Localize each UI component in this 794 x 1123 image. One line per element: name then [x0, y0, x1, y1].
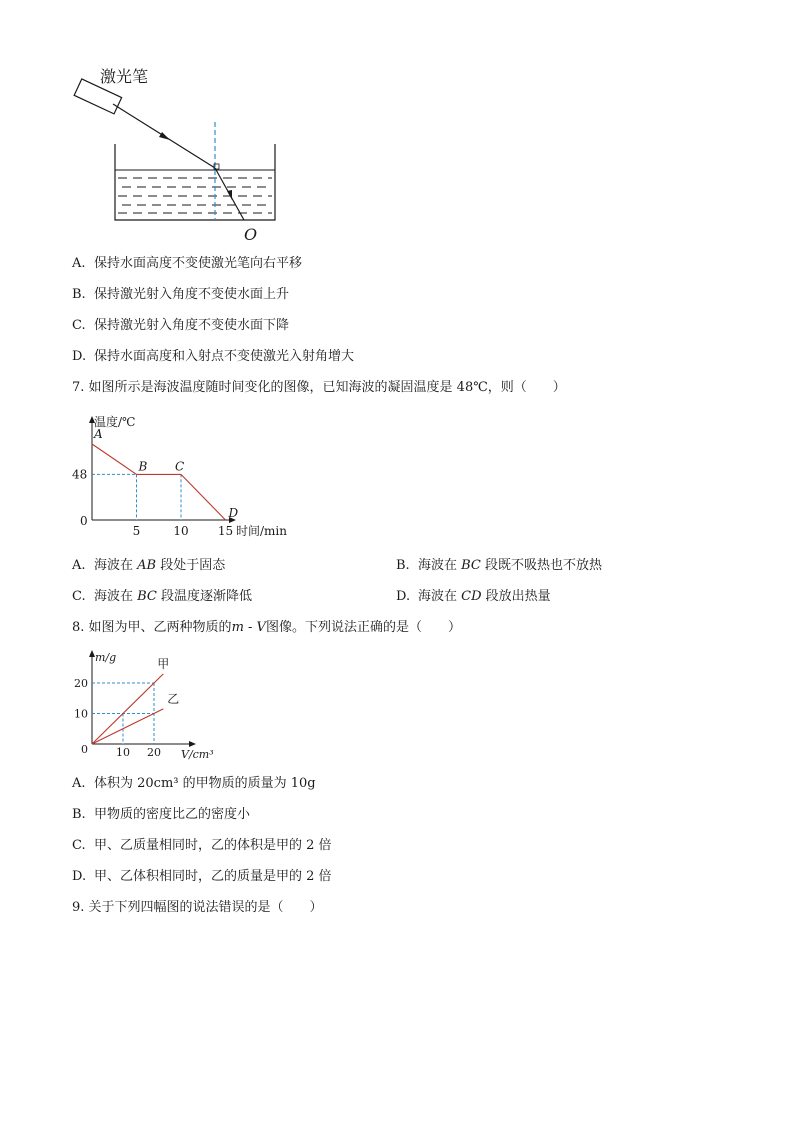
option-text: 段既不吸热也不放热	[480, 558, 603, 573]
x-tick-label: 20	[147, 746, 161, 759]
option-text: 海波在	[418, 558, 462, 573]
question-text: 如图为甲、乙两种物质的	[88, 620, 232, 635]
option-letter: C.	[72, 318, 86, 333]
q7-option-b[interactable]	[396, 558, 602, 574]
q7-option-c[interactable]	[72, 589, 252, 605]
option-text: 甲物质的密度比乙的密度小	[94, 807, 251, 822]
option-letter: D.	[72, 869, 87, 884]
segment-label: BC	[461, 558, 481, 573]
mass-volume-chart	[72, 648, 222, 766]
origin-label: 0	[80, 514, 88, 528]
option-text: 海波在	[94, 558, 138, 573]
option-letter: B.	[396, 558, 410, 573]
x-tick-label: 10	[173, 524, 189, 538]
axis-arrow	[189, 741, 196, 747]
option-text: 甲、乙质量相同时，乙的体积是甲的 2 倍	[94, 838, 332, 853]
series-label: 甲	[157, 656, 170, 671]
q8-option-a[interactable]	[72, 776, 316, 792]
data-segment	[181, 474, 226, 520]
question-number: 9.	[72, 900, 85, 915]
option-letter: A.	[72, 256, 86, 271]
temperature-time-chart	[72, 408, 312, 540]
point-label: D	[228, 506, 239, 520]
option-text: 保持激光射入角度不变使水面下降	[94, 318, 290, 333]
option-letter: A.	[72, 776, 86, 791]
question-number: 7.	[72, 380, 85, 395]
option-letter: B.	[72, 807, 86, 822]
q7-option-a[interactable]	[72, 558, 225, 574]
math-expression: m - V	[231, 620, 266, 635]
point-o-label: O	[244, 225, 258, 244]
option-letter: C.	[72, 838, 86, 853]
origin-label: 0	[81, 743, 88, 756]
x-axis-label: V/cm³	[181, 748, 214, 761]
option-text: 海波在	[94, 589, 138, 604]
water-dashes	[118, 178, 272, 213]
option-letter: B.	[72, 287, 86, 302]
y-tick-label: 48	[72, 467, 88, 482]
y-tick-label: 10	[74, 707, 88, 721]
question-text: 如图所示是海波温度随时间变化的图像，已知海波的凝固温度是 48℃，则（ ）	[88, 380, 566, 395]
option-letter: A.	[72, 558, 86, 573]
question-number: 8.	[72, 620, 85, 635]
q8-stem	[72, 620, 461, 636]
option-text: 保持水面高度和入射点不变使激光入射角增大	[94, 349, 355, 364]
option-letter: D.	[396, 589, 411, 604]
question-text: 图像。下列说法正确的是（ ）	[265, 620, 461, 635]
q6-option-c[interactable]	[72, 318, 289, 334]
segment-label: CD	[461, 589, 482, 604]
option-text: 海波在	[418, 589, 462, 604]
x-tick-label: 5	[132, 524, 141, 538]
q6-option-d[interactable]	[72, 349, 354, 365]
q8-option-b[interactable]	[72, 807, 250, 823]
option-letter: D.	[72, 349, 87, 364]
segment-label: AB	[137, 558, 157, 573]
option-letter: C.	[72, 589, 86, 604]
series-label: 乙	[167, 691, 180, 706]
point-label: B	[138, 459, 148, 474]
q8-option-c[interactable]	[72, 838, 332, 854]
q7-option-d[interactable]	[396, 589, 551, 605]
y-axis-label: m/g	[95, 651, 117, 664]
option-text: 段温度逐渐降低	[156, 589, 253, 604]
laser-tank-figure	[60, 60, 300, 250]
q6-option-a[interactable]	[72, 256, 302, 272]
point-label: A	[94, 427, 103, 441]
y-axis-label: 温度/℃	[94, 415, 136, 429]
series-line	[92, 674, 163, 744]
series-line	[92, 709, 163, 744]
option-text: 保持激光射入角度不变使水面上升	[94, 287, 290, 302]
y-tick-label: 20	[74, 677, 88, 690]
segment-label: BC	[137, 589, 157, 604]
q8-option-d[interactable]	[72, 869, 332, 885]
x-tick-label: 10	[116, 746, 130, 759]
question-text: 关于下列四幅图的说法错误的是（ ）	[88, 900, 323, 915]
x-tick-label: 15	[217, 524, 234, 538]
option-text: 段处于固态	[156, 558, 226, 573]
q6-option-b[interactable]	[72, 287, 289, 303]
option-text: 段放出热量	[481, 589, 551, 604]
ray-arrow	[227, 190, 232, 200]
q7-stem	[72, 380, 566, 396]
q9-stem	[72, 900, 323, 916]
option-text: 保持水面高度不变使激光笔向右平移	[94, 256, 303, 271]
point-label: C	[175, 459, 185, 474]
option-text: 甲、乙体积相同时，乙的质量是甲的 2 倍	[94, 869, 332, 884]
data-segment	[92, 444, 137, 474]
option-text: 体积为 20cm³ 的甲物质的质量为 10g	[94, 776, 316, 791]
x-axis-label: 时间/min	[236, 524, 287, 538]
laser-label: 激光笔	[100, 67, 149, 86]
